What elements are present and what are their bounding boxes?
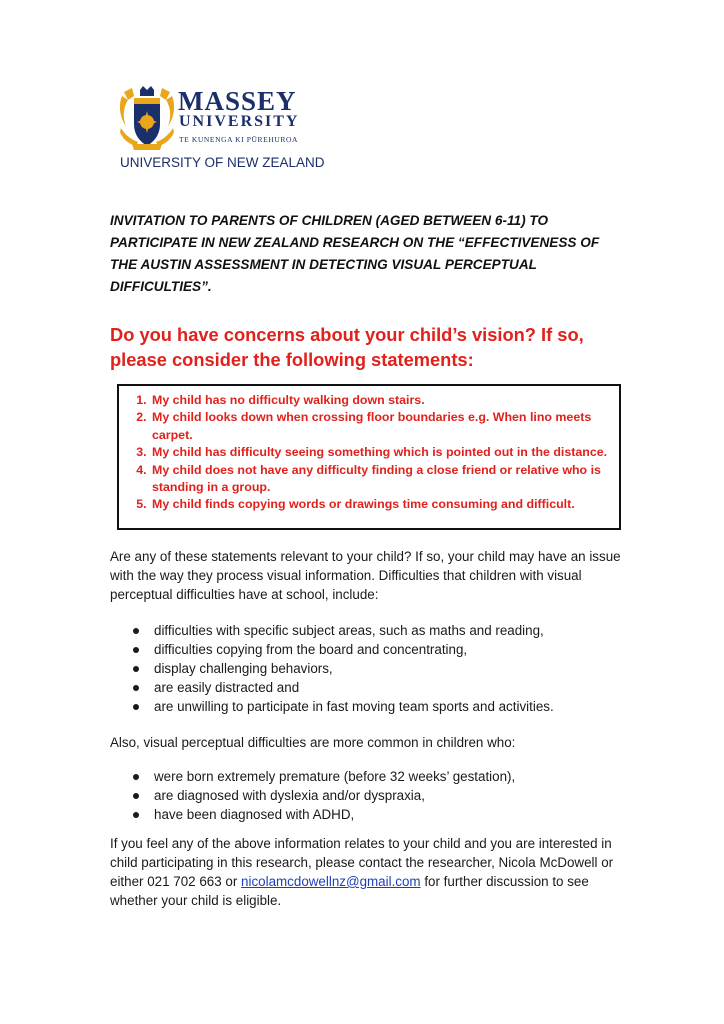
list-item-text: difficulties copying from the board and concentrating, bbox=[154, 642, 468, 657]
crest-icon bbox=[118, 86, 176, 152]
list-item bbox=[110, 659, 630, 678]
massey-logo bbox=[118, 86, 325, 170]
concern-question: Do you have concerns about your child’s vision? If so, please consider the following statements: bbox=[110, 324, 584, 370]
intro-paragraph: Are any of these statements relevant to your child? If so, your child may have an issue with the way they process visual information. Difficulties that children with visual perceptual difficulties have at school, include: bbox=[110, 549, 621, 602]
statements-box bbox=[117, 384, 621, 530]
bullet-icon bbox=[133, 628, 139, 634]
statement-item: 5. My child finds copying words or drawings time consuming and difficult. bbox=[150, 496, 611, 513]
list-item bbox=[110, 697, 630, 716]
list-item bbox=[110, 805, 630, 824]
list-item-text: were born extremely premature (before 32 weeks’ gestation), bbox=[154, 769, 516, 784]
list-item bbox=[110, 640, 630, 659]
statement-item: 3. My child has difficulty seeing something which is pointed out in the distance. bbox=[150, 444, 611, 461]
bullet-icon bbox=[133, 666, 139, 672]
school-difficulties-list bbox=[110, 621, 630, 716]
statement-item: 1. My child has no difficulty walking down stairs. bbox=[150, 392, 611, 409]
logo-country: UNIVERSITY OF NEW ZEALAND bbox=[120, 155, 325, 170]
list-item bbox=[110, 786, 630, 805]
statement-item: 4. My child does not have any difficulty finding a close friend or relative who is standing in a group. bbox=[150, 462, 611, 497]
bullet-icon bbox=[133, 704, 139, 710]
bullet-icon bbox=[133, 793, 139, 799]
list-item bbox=[110, 767, 630, 786]
bullet-icon bbox=[133, 812, 139, 818]
contact-text-end: for further discussion to see whether your child is eligible. bbox=[110, 874, 589, 908]
list-item-text: are diagnosed with dyslexia and/or dyspraxia, bbox=[154, 788, 425, 803]
statement-item: 2. My child looks down when crossing floor boundaries e.g. When lino meets carpet. bbox=[150, 409, 611, 444]
list-item bbox=[110, 621, 630, 640]
list-item bbox=[110, 678, 630, 697]
list-item-text: are easily distracted and bbox=[154, 680, 300, 695]
list-item-text: have been diagnosed with ADHD, bbox=[154, 807, 355, 822]
contact-paragraph bbox=[110, 834, 630, 910]
list-item-text: are unwilling to participate in fast moving team sports and activities. bbox=[154, 699, 554, 714]
list-item-text: display challenging behaviors, bbox=[154, 661, 333, 676]
invitation-heading: INVITATION TO PARENTS OF CHILDREN (AGED BETWEEN 6-11) TO PARTICIPATE IN NEW ZEALAND RESEARCH ON THE “EFFECTIVENESS OF THE AUSTIN ASSESSMENT IN DETECTING VISUAL PERCEPTUAL DIFFICULTIES”. bbox=[110, 213, 600, 294]
bullet-icon bbox=[133, 685, 139, 691]
email-link[interactable]: nicolamcdowellnz@gmail.com bbox=[241, 874, 421, 889]
logo-sub: UNIVERSITY bbox=[179, 113, 300, 130]
logo-name: MASSEY bbox=[178, 86, 297, 116]
list-item-text: difficulties with specific subject areas, such as maths and reading, bbox=[154, 623, 544, 638]
logo-motto: TE KUNENGA KI PŪREHUROA bbox=[179, 135, 299, 144]
bullet-icon bbox=[133, 774, 139, 780]
statements-list bbox=[119, 386, 619, 514]
risk-groups-list bbox=[110, 767, 630, 824]
contact-text: If you feel any of the above information relates to your child and you are interested in child participating in this research, please contact the researcher, Nicola McDowell or either 021 702 663 or bbox=[110, 836, 614, 889]
common-intro: Also, visual perceptual difficulties are more common in children who: bbox=[110, 735, 516, 750]
bullet-icon bbox=[133, 647, 139, 653]
